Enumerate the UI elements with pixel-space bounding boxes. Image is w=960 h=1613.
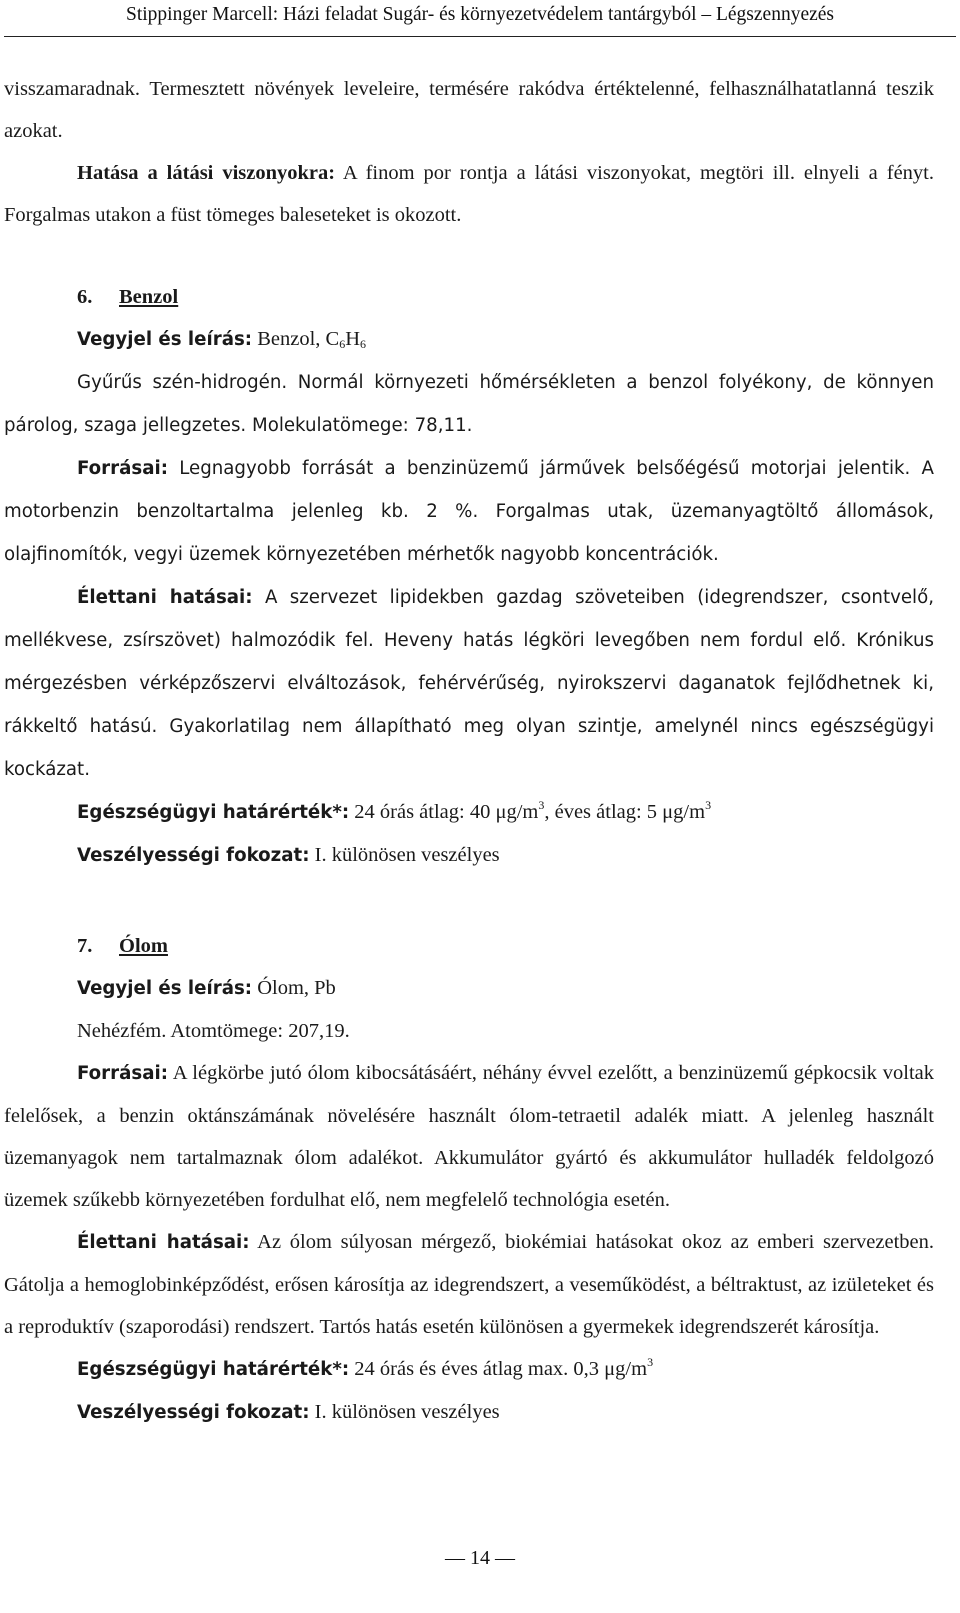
benzol-formula-line: [4, 318, 934, 361]
section-title: Ólom: [119, 935, 168, 957]
olom-formula-line: [4, 967, 934, 1010]
hazard-text: I. különösen veszélyes: [309, 1401, 500, 1423]
page-header: Stippinger Marcell: Házi feladat Sugár- és környezetvédelem tantárgyból – Légszennyezés: [125, 4, 835, 25]
section-number: 7.: [77, 935, 93, 957]
olom-description: Nehézfém. Atomtömege: 207,19.: [77, 1020, 350, 1042]
formula-label: Vegyjel és leírás:: [77, 978, 253, 999]
limit-text: [349, 1355, 654, 1380]
sources-label: Forrásai:: [77, 458, 168, 479]
formula-subscript: 6: [360, 337, 367, 351]
page-content: [4, 68, 934, 1434]
hazard-text: I. különösen veszélyes: [309, 844, 500, 866]
olom-limit-value: [4, 1348, 934, 1391]
section-title: Benzol: [119, 286, 179, 308]
visibility-label: Hatása a látási viszonyokra:: [77, 162, 336, 184]
formula-hydrogen: H: [345, 328, 361, 350]
limit-text-part: 24 órás és éves átlag max. 0,3 μg/m: [349, 1358, 648, 1380]
effects-text: A szervezet lipidekben gazdag szöveteiben (idegrendszer, csontvelő, mellékvese, zsírszövet) halmozódik fel. Heveny hatás légköri levegőben nem fordul elő. Krónikus mérgezésben vérképzőszervi elváltozások, fehérvérűség, nyirokszervi daganatok fejlődhetnek ki, rákkeltő hatású. Gyakorlatilag nem állapítható meg olyan szintje, amelynél nincs egészségügyi kockázat.: [4, 587, 934, 780]
olom-sources: [4, 1052, 934, 1221]
limit-text-part: 24 órás átlag: 40 μg/m: [349, 801, 539, 823]
intro-paragraph: visszamaradnak. Termesztett növények leveleire, termésére rakódva értéktelenné, felhasználhatatlanná teszik azokat.: [4, 78, 934, 142]
olom-physiological-effects: [4, 1221, 934, 1348]
limit-text-part: , éves átlag: 5 μg/m: [544, 801, 706, 823]
formula-label: Vegyjel és leírás:: [77, 329, 253, 350]
sources-label: Forrásai:: [77, 1063, 168, 1084]
hazard-label: Veszélyességi fokozat:: [77, 845, 310, 866]
formula-prefix: Benzol, C: [252, 328, 340, 350]
limit-superscript: 3: [705, 798, 712, 812]
limit-label: Egészségügyi határérték*:: [77, 1359, 350, 1380]
olom-hazard-level: [4, 1391, 934, 1434]
effects-text: Az ólom súlyosan mérgező, biokémiai hatásokat okoz az emberi szervezetben. Gátolja a hemoglobinképződést, erősen károsítja az idegrendszert, a veseműködést, a béltraktust, az izületeket és a reproduktív (szaporodási) rendszert. Tartós hatás esetén különösen a gyermekek idegrendszerét károsítja.: [4, 1231, 934, 1338]
benzol-description: Gyűrűs szén-hidrogén. Normál környezeti hőmérsékleten a benzol folyékony, de könnyen párolog, szaga jellegzetes. Molekulatömege: 78,11.: [4, 372, 934, 436]
formula-subscript: 6: [339, 337, 346, 351]
limit-text: [349, 798, 712, 823]
header-divider: [4, 36, 956, 37]
formula-text: Ólom, Pb: [252, 977, 336, 999]
section-heading-benzol: [4, 276, 934, 318]
limit-superscript: 3: [538, 798, 545, 812]
effects-label: Élettani hatásai:: [77, 1232, 250, 1253]
effects-label: Élettani hatásai:: [77, 587, 253, 608]
sources-text: A légkörbe jutó ólom kibocsátásáért, néhány évvel ezelőtt, a benzinüzemű gépkocsik voltak felelősek, a benzin oktánszámának növelésére használt ólom-tetraetil adalék miatt. A jelenleg használt üzemanyagok nem tartalmaznak ólom adalékot. Akkumulátor gyártó és akkumulátor hulladék feldolgozó üzemek szűkebb környezetében fordulhat elő, nem megfelelő technológia esetén.: [4, 1062, 934, 1211]
visibility-paragraph: [4, 152, 934, 236]
visibility-text: A finom por rontja a látási viszonyokat, megtöri ill. elnyeli a fényt. Forgalmas utakon a füst tömeges baleseteket is okozott.: [4, 162, 934, 226]
spacer: [4, 236, 934, 276]
spacer: [4, 877, 934, 925]
benzol-physiological-effects: [4, 576, 934, 791]
section-number: 6.: [77, 286, 93, 308]
page-number: — 14 —: [445, 1547, 515, 1569]
benzol-sources: [4, 447, 934, 576]
formula-text: [252, 328, 366, 350]
benzol-hazard-level: [4, 834, 934, 877]
hazard-label: Veszélyességi fokozat:: [77, 1402, 310, 1423]
benzol-limit-value: [4, 791, 934, 834]
section-heading-olom: [4, 925, 934, 967]
sources-text: Legnagyobb forrását a benzinüzemű járművek belsőégésű motorjai jelentik. A motorbenzin benzoltartalma jelenleg kb. 2 %. Forgalmas utak, üzemanyagtöltő állomások, olajfinomítók, vegyi üzemek környezetében mérhetők nagyobb koncentrációk.: [4, 458, 934, 565]
limit-label: Egészségügyi határérték*:: [77, 802, 350, 823]
limit-superscript: 3: [647, 1355, 654, 1369]
